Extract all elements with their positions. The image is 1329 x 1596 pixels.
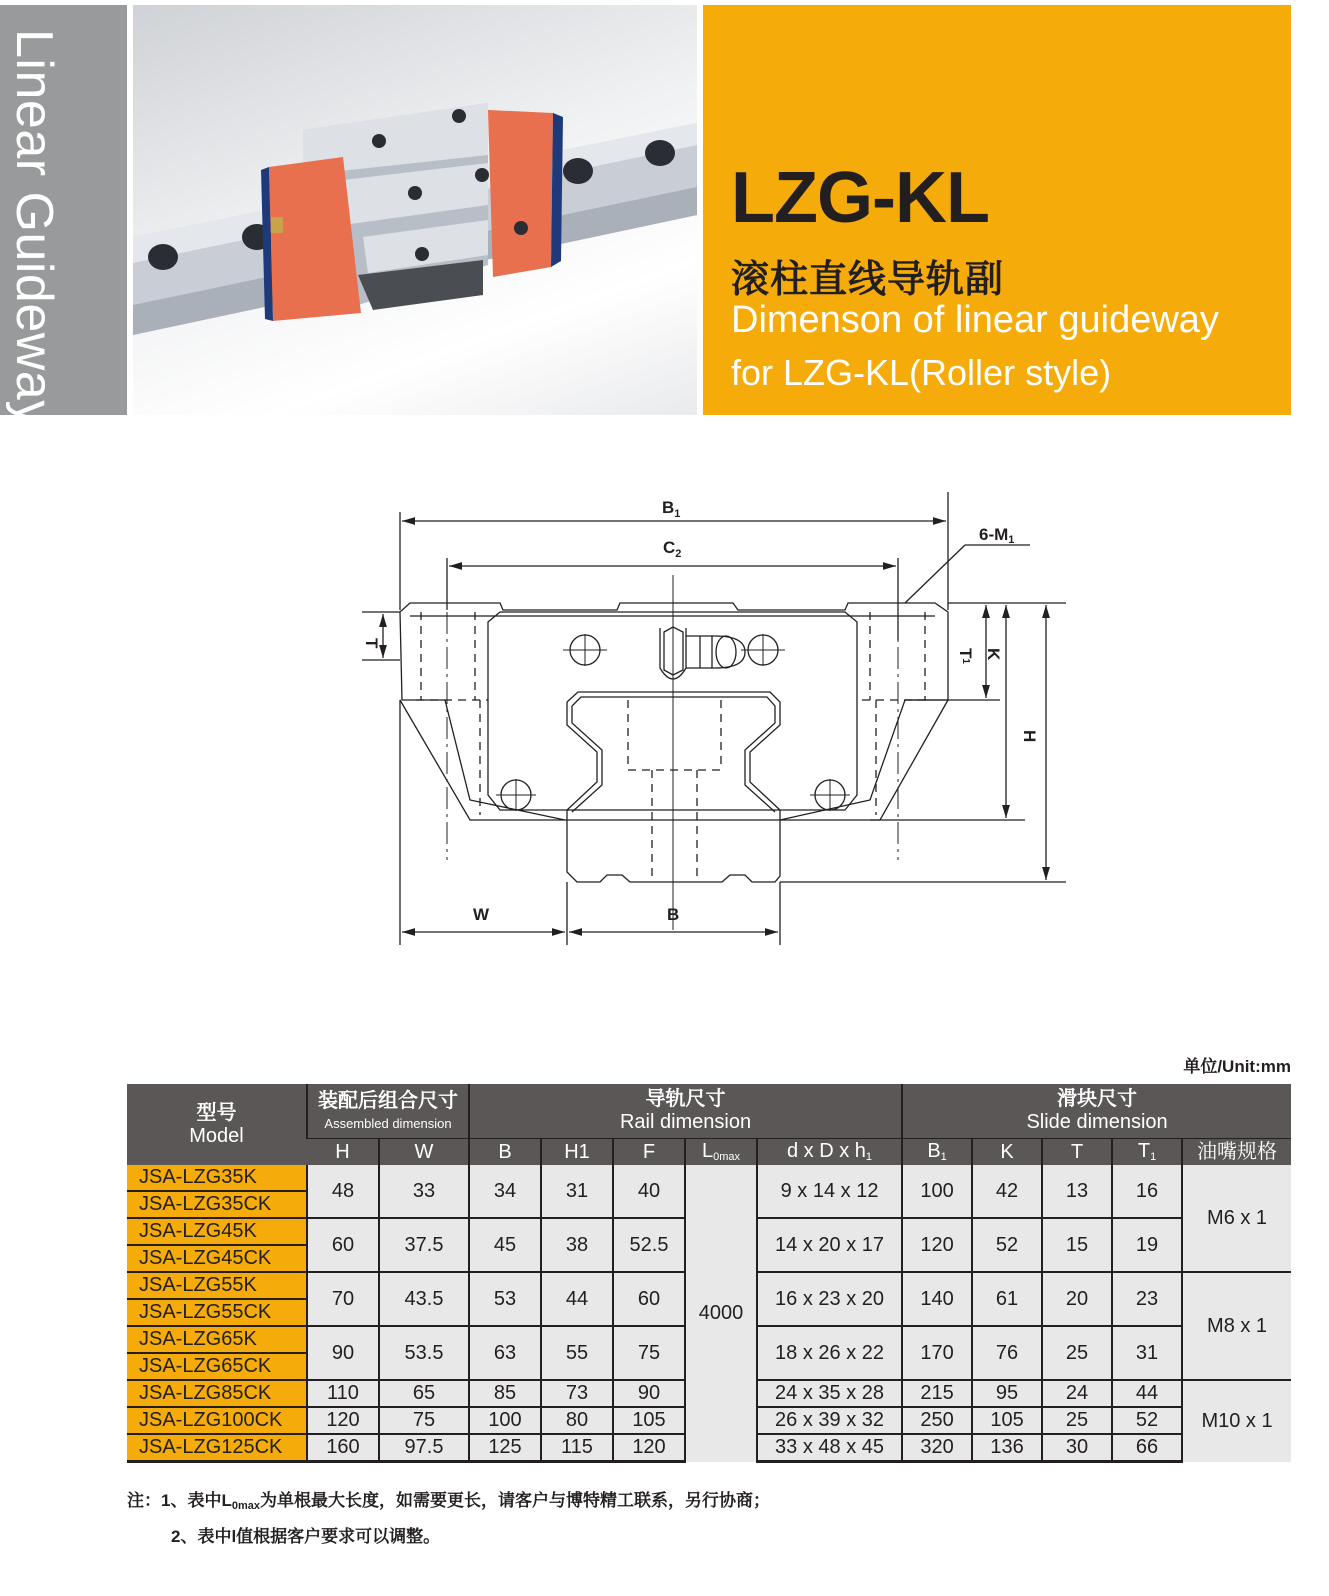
value-h: 48: [307, 1165, 379, 1218]
value-t1: 66: [1112, 1434, 1182, 1462]
col-k: K: [972, 1139, 1042, 1166]
header-slide: 滑块尺寸 Slide dimension: [902, 1084, 1291, 1139]
specification-table: [127, 1084, 1291, 1463]
value-k: 52: [972, 1218, 1042, 1272]
model-title: LZG-KL: [731, 158, 989, 238]
value-k: 136: [972, 1434, 1042, 1462]
label-h: H: [1020, 730, 1039, 743]
value-d-d-h1: 24 x 35 x 28: [757, 1380, 902, 1407]
value-grease: M6 x 1: [1182, 1165, 1291, 1272]
value-f: 120: [613, 1434, 685, 1462]
col-d-d-h1: d x D x $h_1$: [757, 1139, 902, 1166]
value-k: 105: [972, 1407, 1042, 1434]
side-strip: [0, 5, 127, 427]
value-b: 34: [469, 1165, 541, 1218]
linear-guide-photo-illustration: [133, 5, 697, 415]
value-b1: 100: [902, 1165, 972, 1218]
col-b: B: [469, 1139, 541, 1166]
header-assembled: 装配后组合尺寸 Assembled dimension: [307, 1084, 469, 1139]
model-cell: JSA-LZG45CK: [127, 1245, 307, 1272]
header-model: 型号 Model: [127, 1084, 307, 1165]
model-cell: JSA-LZG55K: [127, 1272, 307, 1299]
col-grease-nipple: 油嘴规格: [1182, 1139, 1291, 1166]
col-t1: $T_1$: [1112, 1139, 1182, 1166]
value-b1: 120: [902, 1218, 972, 1272]
col-b1: $B_1$: [902, 1139, 972, 1166]
model-cell: JSA-LZG35CK: [127, 1191, 307, 1218]
cross-section-diagram: [330, 480, 1090, 960]
value-f: 52.5: [613, 1218, 685, 1272]
value-d-d-h1: 14 x 20 x 17: [757, 1218, 902, 1272]
value-h1: 73: [541, 1380, 613, 1407]
title-english-line1: Dimenson of linear guideway: [731, 299, 1219, 341]
value-t1: 16: [1112, 1165, 1182, 1218]
value-t1: 44: [1112, 1380, 1182, 1407]
value-t: 13: [1042, 1165, 1112, 1218]
value-h1: 38: [541, 1218, 613, 1272]
title-chinese: 滚柱直线导轨副: [731, 259, 1005, 301]
value-h1: 80: [541, 1407, 613, 1434]
side-label: Linear Guideway: [5, 29, 63, 427]
value-f: 75: [613, 1326, 685, 1380]
model-cell: JSA-LZG35K: [127, 1165, 307, 1191]
value-h: 160: [307, 1434, 379, 1462]
label-b: B: [667, 905, 680, 924]
model-cell: JSA-LZG125CK: [127, 1434, 307, 1462]
value-t1: 23: [1112, 1272, 1182, 1326]
value-h1: 31: [541, 1165, 613, 1218]
model-cell: JSA-LZG65CK: [127, 1353, 307, 1380]
value-b: 53: [469, 1272, 541, 1326]
value-t: 20: [1042, 1272, 1112, 1326]
value-w: 43.5: [379, 1272, 469, 1326]
value-b: 63: [469, 1326, 541, 1380]
value-f: 60: [613, 1272, 685, 1326]
col-h: H: [307, 1139, 379, 1166]
value-t: 25: [1042, 1407, 1112, 1434]
value-t: 15: [1042, 1218, 1112, 1272]
value-h: 120: [307, 1407, 379, 1434]
label-b1: $B_1$: [662, 498, 681, 520]
value-k: 95: [972, 1380, 1042, 1407]
col-t: T: [1042, 1139, 1112, 1166]
title-english-line2: for LZG-KL(Roller style): [731, 352, 1112, 393]
value-t1: 19: [1112, 1218, 1182, 1272]
value-t: 30: [1042, 1434, 1112, 1462]
col-h1: H1: [541, 1139, 613, 1166]
value-b: 125: [469, 1434, 541, 1462]
value-h: 110: [307, 1380, 379, 1407]
value-grease: M10 x 1: [1182, 1380, 1291, 1462]
value-k: 61: [972, 1272, 1042, 1326]
col-f: F: [613, 1139, 685, 1166]
value-t1: 52: [1112, 1407, 1182, 1434]
model-cell: JSA-LZG85CK: [127, 1380, 307, 1407]
value-h: 90: [307, 1326, 379, 1380]
value-w: 37.5: [379, 1218, 469, 1272]
value-w: 75: [379, 1407, 469, 1434]
value-h: 70: [307, 1272, 379, 1326]
product-photo: [133, 5, 697, 415]
value-b1: 170: [902, 1326, 972, 1380]
label-w: W: [473, 905, 490, 924]
title-panel: [703, 5, 1291, 415]
value-k: 42: [972, 1165, 1042, 1218]
value-grease: M8 x 1: [1182, 1272, 1291, 1380]
value-d-d-h1: 33 x 48 x 45: [757, 1434, 902, 1462]
value-b1: 140: [902, 1272, 972, 1326]
value-h1: 44: [541, 1272, 613, 1326]
note-2: 2、表中l值根据客户要求可以调整。: [171, 1527, 441, 1546]
value-f: 90: [613, 1380, 685, 1407]
model-cell: JSA-LZG65K: [127, 1326, 307, 1353]
value-b1: 215: [902, 1380, 972, 1407]
value-l0max: 4000: [685, 1165, 757, 1462]
label-6m1: 6-M1: [979, 525, 1015, 546]
value-b: 100: [469, 1407, 541, 1434]
value-w: 65: [379, 1380, 469, 1407]
value-w: 97.5: [379, 1434, 469, 1462]
model-cell: JSA-LZG55CK: [127, 1299, 307, 1326]
value-b: 85: [469, 1380, 541, 1407]
value-d-d-h1: 18 x 26 x 22: [757, 1326, 902, 1380]
col-w: W: [379, 1139, 469, 1166]
note-1: 注：1、表中$L_{0max}$为单根最大长度，如需要更长，请客户与博特精工联系，另行协商；: [127, 1491, 770, 1512]
value-d-d-h1: 16 x 23 x 20: [757, 1272, 902, 1326]
value-f: 40: [613, 1165, 685, 1218]
value-w: 53.5: [379, 1326, 469, 1380]
model-cell: JSA-LZG45K: [127, 1218, 307, 1245]
header-rail: 导轨尺寸 Rail dimension: [469, 1084, 902, 1139]
value-d-d-h1: 9 x 14 x 12: [757, 1165, 902, 1218]
value-t: 24: [1042, 1380, 1112, 1407]
value-h1: 115: [541, 1434, 613, 1462]
label-t: T: [362, 638, 381, 649]
col-l0max: $L_{0max}$: [685, 1139, 757, 1166]
dimension-drawing: [330, 480, 1090, 960]
value-k: 76: [972, 1326, 1042, 1380]
value-b1: 250: [902, 1407, 972, 1434]
value-f: 105: [613, 1407, 685, 1434]
table-row: [127, 1165, 1291, 1191]
value-h1: 55: [541, 1326, 613, 1380]
value-h: 60: [307, 1218, 379, 1272]
value-d-d-h1: 26 x 39 x 32: [757, 1407, 902, 1434]
value-b: 45: [469, 1218, 541, 1272]
label-k: K: [984, 648, 1003, 661]
value-t: 25: [1042, 1326, 1112, 1380]
label-c2: $C_2$: [663, 538, 682, 560]
model-cell: JSA-LZG100CK: [127, 1407, 307, 1434]
value-b1: 320: [902, 1434, 972, 1462]
label-t1: T1: [956, 648, 975, 664]
value-w: 33: [379, 1165, 469, 1218]
unit-label: 单位/Unit:mm: [1183, 1057, 1291, 1076]
value-t1: 31: [1112, 1326, 1182, 1380]
